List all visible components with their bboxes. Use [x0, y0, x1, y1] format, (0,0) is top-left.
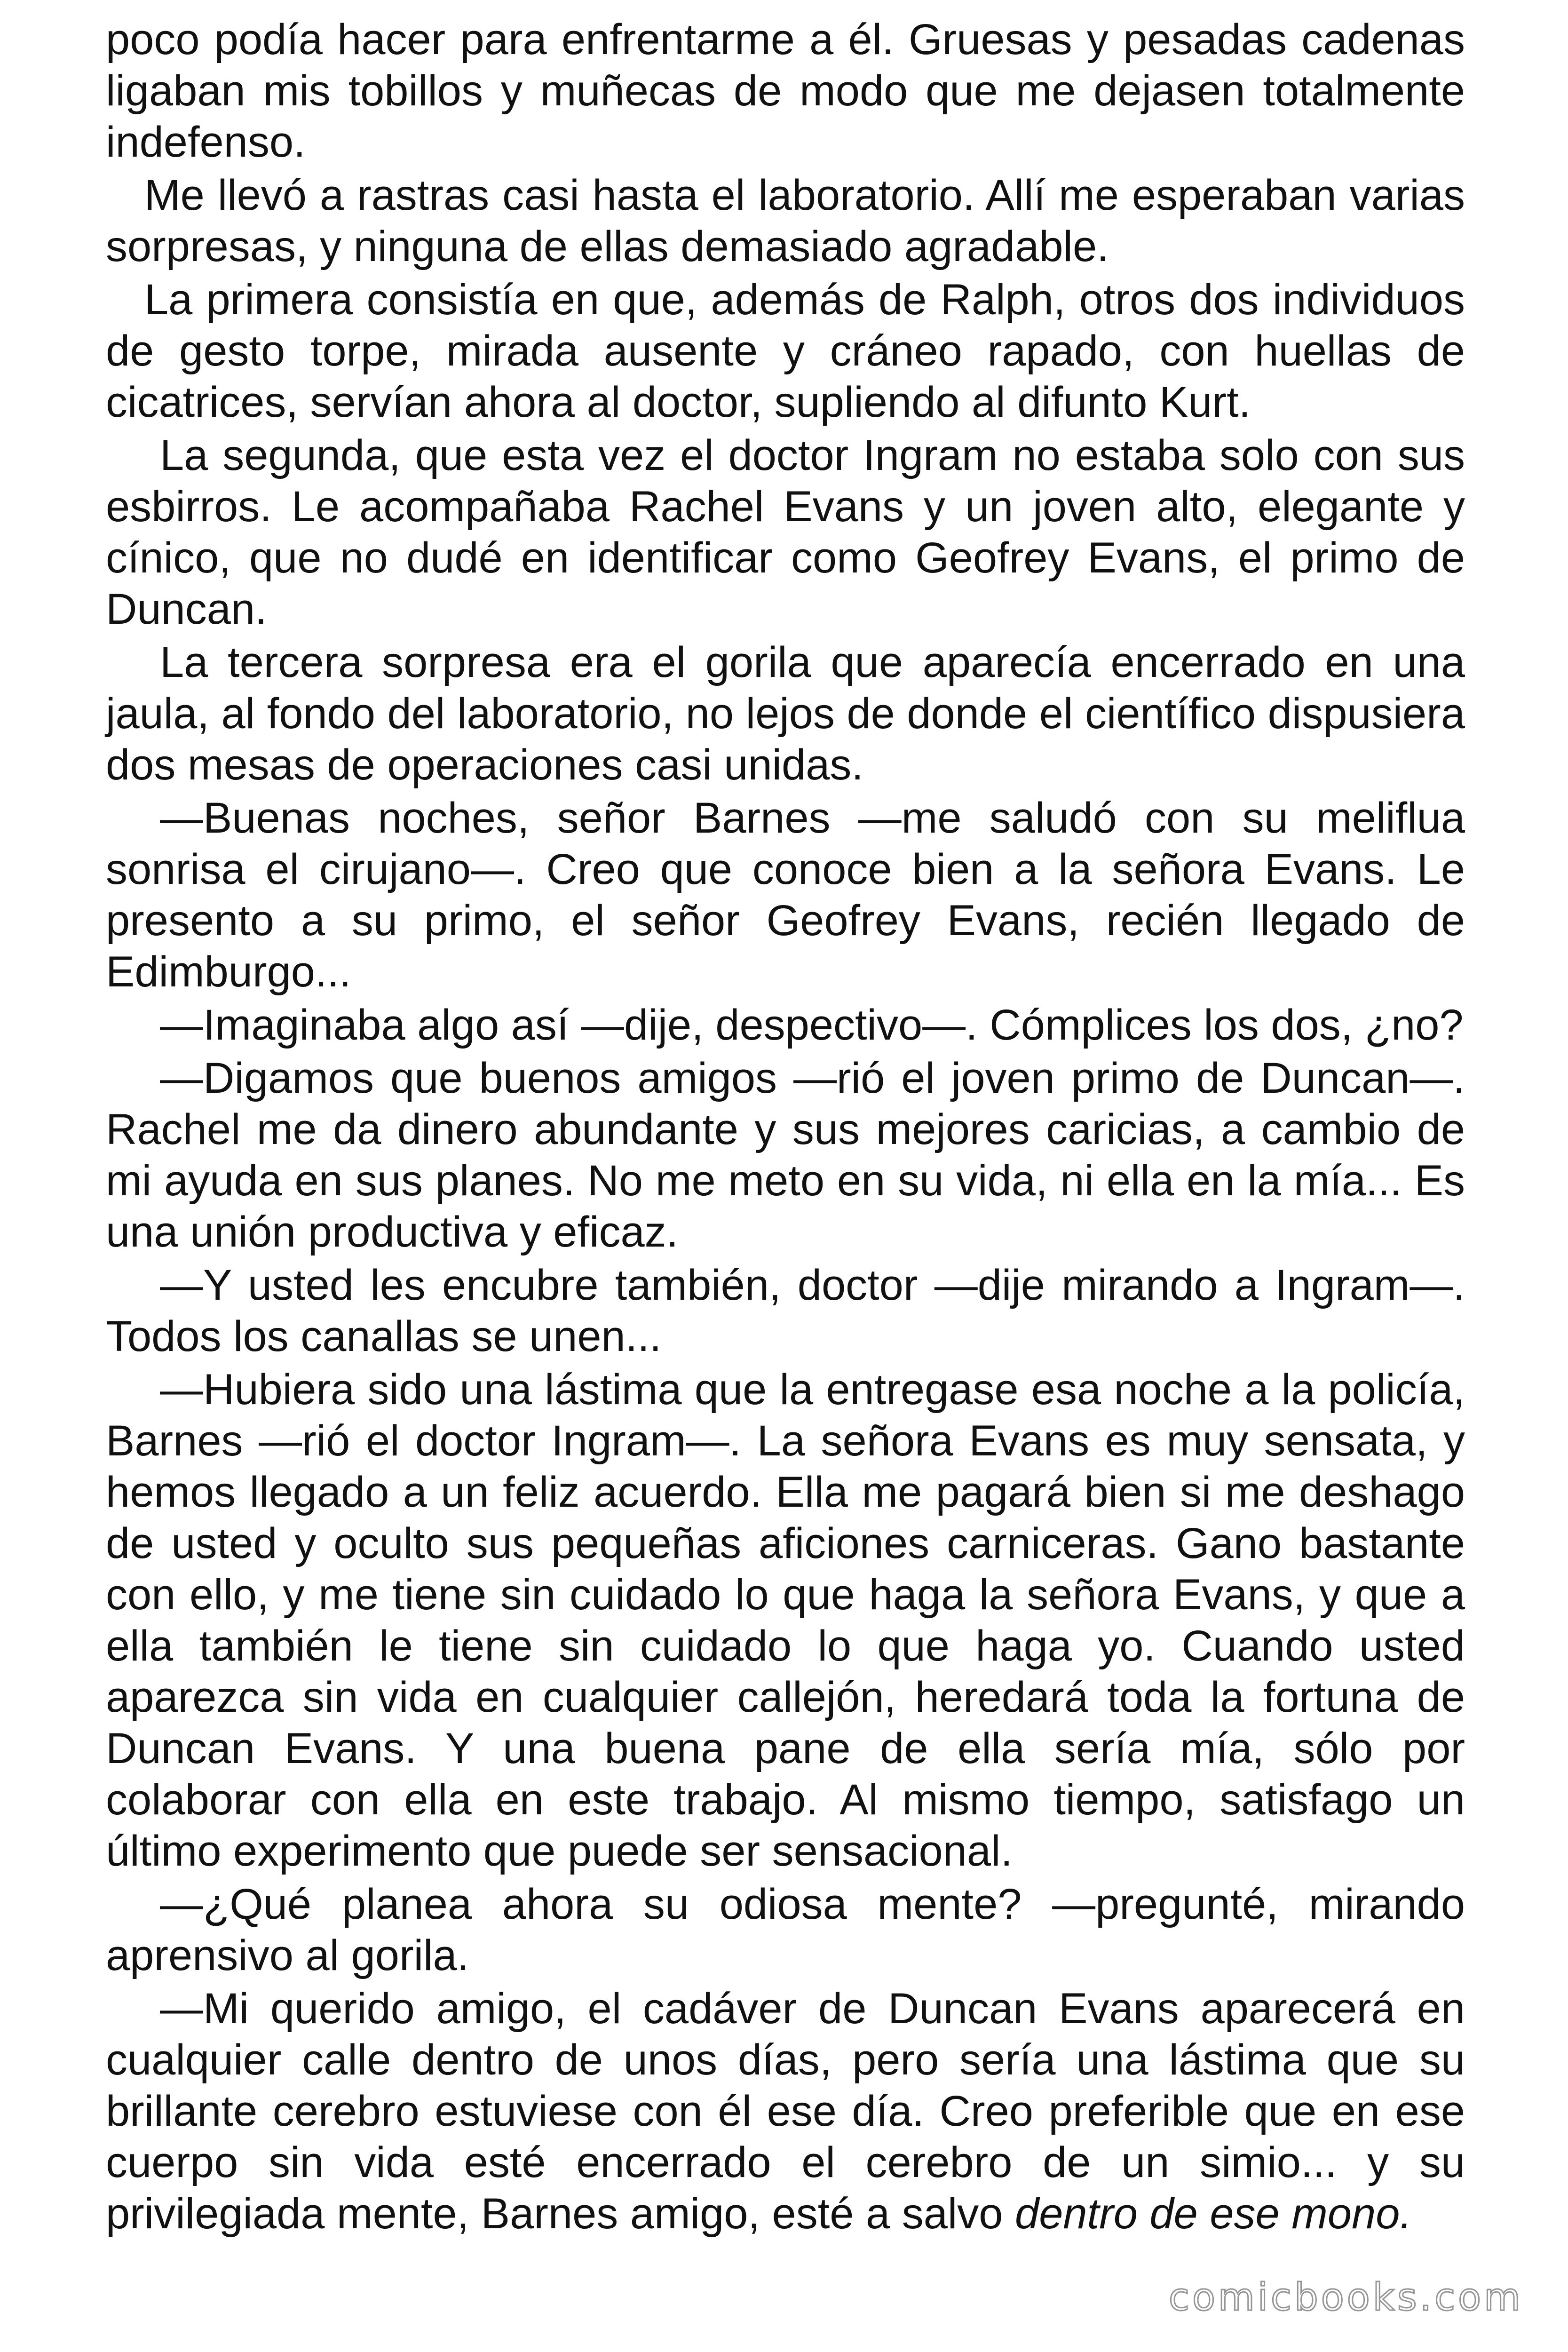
paragraph-7: —Imaginaba algo así —dije, despectivo—. Cómplices los dos, ¿no? — [160, 1001, 1464, 1049]
watermark-logo: comicbooks.com — [1168, 2275, 1523, 2319]
book-page-text — [106, 14, 1465, 2241]
paragraph-12-text: —Mi querido amigo, el cadáver de Duncan Evans aparecerá en cualquier calle dentro de unos días, pero sería una lástima que su brillante cerebro estuviese con él ese día. Creo preferible que en ese cuerpo sin vida esté encerrado el cerebro de un simio... y su privilegiada mente, Barnes amigo, esté a salvo — [106, 1985, 1465, 2238]
paragraph-11: —¿Qué planea ahora su odiosa mente? —pregunté, mirando aprensivo al gorila. — [106, 1880, 1465, 1979]
paragraph-5: La tercera sorpresa era el gorila que aparecía encerrado en una jaula, al fondo del laboratorio, no lejos de donde el científico dispusiera dos mesas de operaciones casi unidas. — [106, 638, 1465, 789]
paragraph-2: Me llevó a rastras casi hasta el laboratorio. Allí me esperaban varias sorpresas, y ninguna de ellas demasiado agradable. — [106, 171, 1465, 270]
paragraph-4: La segunda, que esta vez el doctor Ingram no estaba solo con sus esbirros. Le acompañaba Rachel Evans y un joven alto, elegante y cínico, que no dudé en identificar como Geofrey Evans, el primo de Duncan. — [106, 431, 1465, 633]
paragraph-9: —Y usted les encubre también, doctor —dije mirando a Ingram—. Todos los canallas se unen... — [106, 1261, 1465, 1360]
paragraph-3: La primera consistía en que, además de Ralph, otros dos individuos de gesto torpe, mirada ausente y cráneo rapado, con huellas de cicatrices, servían ahora al doctor, supliendo al difunto Kurt. — [106, 276, 1465, 426]
paragraph-8: —Digamos que buenos amigos —rió el joven primo de Duncan—. Rachel me da dinero abundante y sus mejores caricias, a cambio de mi ayuda en sus planes. No me meto en su vida, ni ella en la mía... Es una unión productiva y eficaz. — [106, 1054, 1465, 1256]
paragraph-1: poco podía hacer para enfrentarme a él. Gruesas y pesadas cadenas ligaban mis tobillos y muñecas de modo que me dejasen totalmente indefenso. — [106, 16, 1465, 166]
paragraph-12 — [106, 1983, 1465, 2240]
paragraph-12-italic: dentro de ese mono. — [1015, 2190, 1412, 2238]
paragraph-10: —Hubiera sido una lástima que la entregase esa noche a la policía, Barnes —rió el doctor Ingram—. La señora Evans es muy sensata, y hemos llegado a un feliz acuerdo. Ella me pagará bien si me deshago de usted y oculto sus pequeñas aficiones carniceras. Gano bastante con ello, y me tiene sin cuidado lo que haga la señora Evans, y que a ella también le tiene sin cuidado lo que haga yo. Cuando usted aparezca sin vida en cualquier callejón, heredará toda la fortuna de Duncan Evans. Y una buena pane de ella sería mía, sólo por colaborar con ella en este trabajo. Al mismo tiempo, satisfago un último experimento que puede ser sensacional. — [106, 1366, 1465, 1875]
paragraph-6: —Buenas noches, señor Barnes —me saludó con su meliflua sonrisa el cirujano—. Creo que conoce bien a la señora Evans. Le presento a su primo, el señor Geofrey Evans, recién llegado de Edimburgo... — [106, 794, 1465, 996]
